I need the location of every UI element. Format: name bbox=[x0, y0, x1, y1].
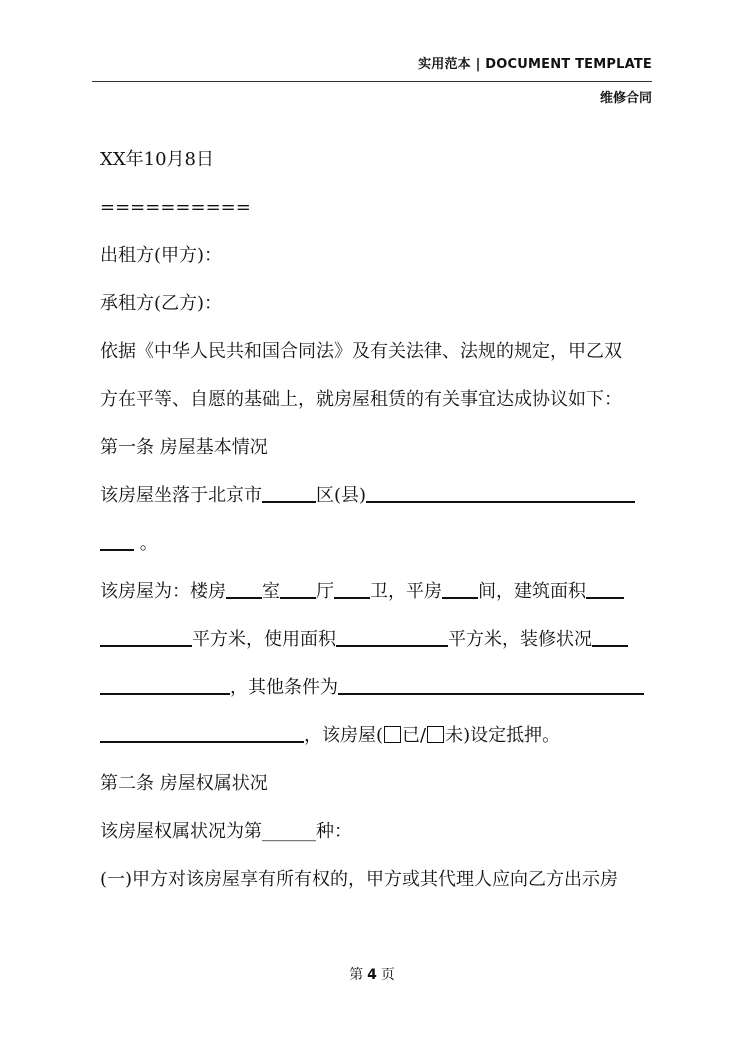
not-mortgaged-checkbox[interactable] bbox=[427, 726, 444, 743]
header-title: 实用范本 | DOCUMENT TEMPLATE bbox=[418, 57, 652, 72]
lessee-line: 承租方(乙方)： bbox=[100, 293, 223, 314]
article-2-title: 第二条 房屋权属状况 bbox=[100, 773, 268, 794]
usable-area-blank bbox=[336, 627, 448, 647]
location-end: 。 bbox=[139, 533, 158, 554]
ownership-clause-1: (一)甲方对该房屋享有所有权的，甲方或其代理人应向乙方出示房 bbox=[100, 869, 619, 890]
mortgage-text-c: 未)设定抵押。 bbox=[445, 725, 561, 746]
desc-text-d: 卫，平房 bbox=[370, 581, 442, 602]
room-blank bbox=[226, 579, 262, 599]
other-text: ，其他条件为 bbox=[230, 677, 338, 698]
page-label-pre: 第 bbox=[349, 967, 364, 983]
location-cont-line bbox=[100, 520, 655, 568]
decoration-blank-cont bbox=[100, 675, 230, 695]
location-line bbox=[100, 472, 655, 520]
basis-line-1: 依据《中华人民共和国合同法》及有关法律、法规的规定，甲乙双 bbox=[100, 341, 622, 362]
building-area-blank bbox=[586, 579, 624, 599]
header-subtitle: 维修合同 bbox=[599, 91, 652, 106]
document-body bbox=[100, 136, 655, 904]
address-blank bbox=[366, 483, 635, 503]
desc-text-e: 间，建筑面积 bbox=[478, 581, 586, 602]
page-label-post: 页 bbox=[380, 967, 395, 983]
area-line bbox=[100, 616, 655, 664]
bungalow-blank bbox=[442, 579, 478, 599]
desc-text-a: 该房屋为：楼房 bbox=[100, 581, 226, 602]
bath-blank bbox=[334, 579, 370, 599]
area-text-a: 平方米，使用面积 bbox=[192, 629, 336, 650]
desc-text-c: 厅 bbox=[316, 581, 334, 602]
ownership-line: 该房屋权属状况为第______种： bbox=[100, 821, 352, 842]
hall-blank bbox=[280, 579, 316, 599]
location-text-a: 该房屋坐落于北京市 bbox=[100, 485, 262, 506]
decoration-blank bbox=[592, 627, 628, 647]
mortgaged-checkbox[interactable] bbox=[384, 726, 401, 743]
other-conditions-blank-cont bbox=[100, 723, 304, 743]
building-area-blank-cont bbox=[100, 627, 192, 647]
basis-line-2: 方在平等、自愿的基础上，就房屋租赁的有关事宜达成协议如下： bbox=[100, 389, 622, 410]
separator-line: ========== bbox=[100, 197, 251, 218]
header-divider bbox=[92, 81, 652, 82]
district-blank bbox=[262, 483, 316, 503]
page-footer bbox=[0, 964, 744, 984]
area-text-b: 平方米，装修状况 bbox=[448, 629, 592, 650]
location-text-b: 区(县) bbox=[316, 485, 367, 506]
date-line: XX年10月8日 bbox=[100, 149, 214, 170]
description-line bbox=[100, 568, 655, 616]
desc-text-b: 室 bbox=[262, 581, 280, 602]
page-number: 4 bbox=[367, 967, 377, 983]
mortgage-line bbox=[100, 712, 655, 760]
article-1-title: 第一条 房屋基本情况 bbox=[100, 437, 268, 458]
mortgage-text-a: ，该房屋( bbox=[304, 725, 384, 746]
address-blank-cont bbox=[100, 531, 134, 551]
mortgage-text-b: 已/ bbox=[402, 725, 427, 746]
other-conditions-blank bbox=[338, 675, 644, 695]
lessor-line: 出租方(甲方)： bbox=[100, 245, 223, 266]
other-conditions-line bbox=[100, 664, 655, 712]
